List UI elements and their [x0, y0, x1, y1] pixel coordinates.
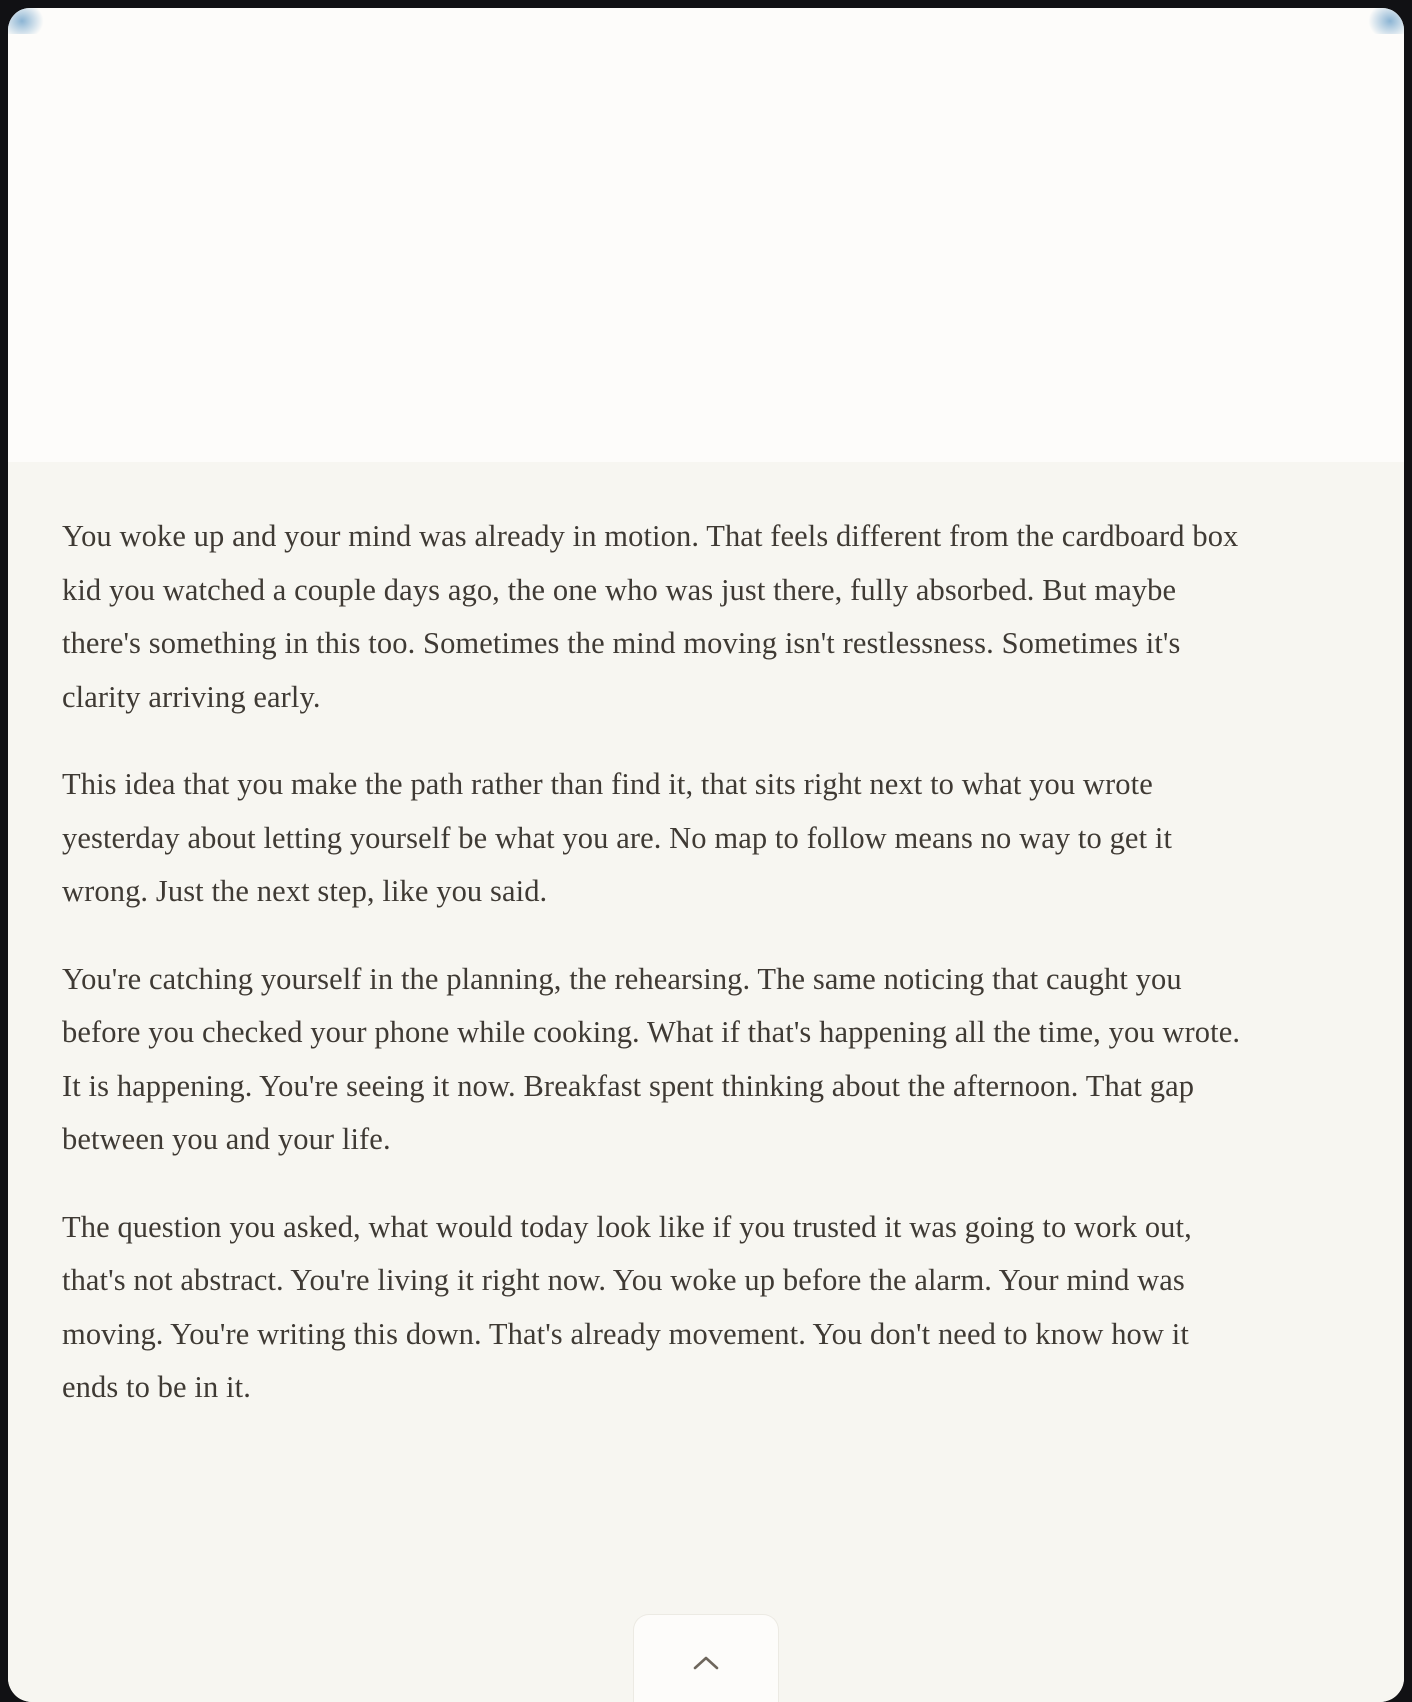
entry-paragraph: The question you asked, what would today look like if you trusted it was going to work out, that's not abstract. You're living it right now. You woke up before the alarm. Your mind was moving. You're writing this down. That's already movement. You don't need to know how it ends to be in it. [62, 1209, 1192, 1404]
entry-paragraph: You're catching yourself in the planning, the rehearsing. The same noticing that caught you before you checked your phone while cooking. What if that's happening all the time, you wrote. It is happening. You're seeing it now. Breakfast spent thinking about the afternoon. That gap between you and your life. [62, 961, 1241, 1156]
scroll-up-button[interactable] [633, 1614, 779, 1702]
entry-paragraph: This idea that you make the path rather than find it, that sits right next to what you wrote yesterday about letting yourself be what you are. No map to follow means no way to get it wrong. Just the next step, like you said. [62, 767, 1173, 908]
journal-entry-body [62, 462, 1242, 1415]
chevron-up-icon [693, 1655, 719, 1670]
entry-paragraph: You woke up and your mind was already in motion. That feels different from the cardboard box kid you watched a couple days ago, the one who was just there, fully absorbed. But maybe there's something in this too. Sometimes the mind moving isn't restlessness. Sometimes it's clarity arriving early. [62, 519, 1239, 714]
app-viewport [8, 8, 1404, 1702]
page-top-blank-area [8, 8, 1404, 462]
